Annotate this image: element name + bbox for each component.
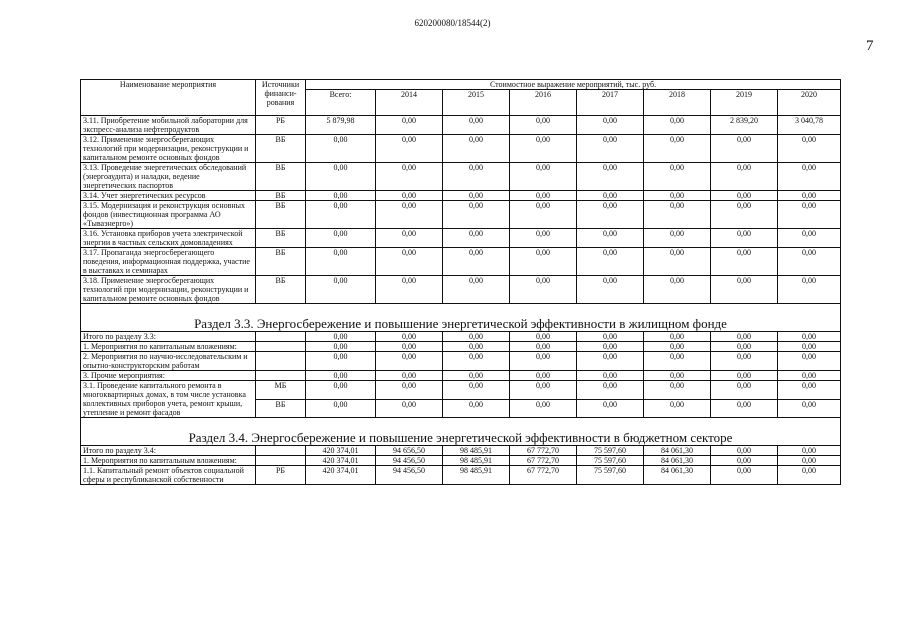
cost-value: 0,00: [443, 163, 510, 191]
cost-value: 0,00: [376, 352, 443, 371]
cost-value: 0,00: [376, 201, 443, 229]
header-year: 2019: [711, 90, 778, 116]
table-row: [81, 135, 841, 163]
cost-value: 0,00: [711, 332, 778, 342]
cost-value: 0,00: [443, 229, 510, 248]
cost-value: 0,00: [443, 332, 510, 342]
header-year: 2016: [510, 90, 577, 116]
cost-value: 0,00: [443, 352, 510, 371]
funding-source: [256, 371, 306, 381]
cost-value: 0,00: [711, 342, 778, 352]
table-row: [81, 201, 841, 229]
cost-value: 0,00: [306, 248, 376, 276]
cost-value: 0,00: [577, 163, 644, 191]
cost-value: 0,00: [577, 276, 644, 304]
cost-value: 0,00: [443, 201, 510, 229]
cost-value: 0,00: [306, 276, 376, 304]
cost-value: 0,00: [577, 342, 644, 352]
rows-group-a: [81, 116, 841, 304]
cost-value: 0,00: [443, 342, 510, 352]
cost-value: 0,00: [306, 399, 376, 418]
cost-value: 5 879,98: [306, 116, 376, 135]
cost-value: 0,00: [510, 371, 577, 381]
cost-value: 0,00: [510, 163, 577, 191]
cost-value: 0,00: [306, 191, 376, 201]
measure-name: 1. Мероприятия по капитальным вложениям:: [81, 342, 256, 352]
cost-value: 0,00: [778, 466, 841, 485]
cost-value: 0,00: [778, 332, 841, 342]
cost-value: 0,00: [510, 342, 577, 352]
cost-value: 0,00: [711, 446, 778, 456]
cost-value: 0,00: [443, 399, 510, 418]
table-row: [81, 248, 841, 276]
cost-value: 0,00: [644, 248, 711, 276]
cost-value: 94 656,50: [376, 446, 443, 456]
cost-value: 0,00: [644, 342, 711, 352]
cost-value: 0,00: [711, 466, 778, 485]
funding-source: ВБ: [256, 248, 306, 276]
cost-value: 0,00: [644, 381, 711, 400]
cost-value: 0,00: [644, 276, 711, 304]
measure-name: 1. Мероприятия по капитальным вложениям:: [81, 456, 256, 466]
cost-value: 0,00: [376, 163, 443, 191]
cost-value: 0,00: [443, 135, 510, 163]
cost-value: 75 597,60: [577, 446, 644, 456]
cost-value: 0,00: [306, 352, 376, 371]
table-row: [81, 352, 841, 371]
table-row: [81, 163, 841, 191]
cost-value: 98 485,91: [443, 466, 510, 485]
cost-value: 0,00: [778, 446, 841, 456]
cost-value: 0,00: [778, 191, 841, 201]
header-year: Всего:: [306, 90, 376, 116]
cost-value: 98 485,91: [443, 446, 510, 456]
measures-table: [80, 79, 841, 485]
cost-value: 0,00: [306, 201, 376, 229]
cost-value: 0,00: [577, 399, 644, 418]
cost-value: 0,00: [510, 191, 577, 201]
cost-value: 0,00: [577, 381, 644, 400]
cost-value: 0,00: [376, 276, 443, 304]
cost-value: 0,00: [510, 399, 577, 418]
cost-value: 0,00: [577, 332, 644, 342]
table-row: [81, 116, 841, 135]
cost-value: 0,00: [306, 381, 376, 400]
table-row: [81, 466, 841, 485]
cost-value: 0,00: [711, 381, 778, 400]
cost-value: 3 040,78: [778, 116, 841, 135]
measure-name: 3.18. Применение энергосберегающих технологий при модернизации, реконструкции и капитальном ремонте основных фондов: [81, 276, 256, 304]
funding-source: ВБ: [256, 135, 306, 163]
cost-value: 0,00: [510, 229, 577, 248]
measure-name: 3.11. Приобретение мобильной лаборатории для экспресс-анализа нефтепродуктов: [81, 116, 256, 135]
table-row: [81, 332, 841, 342]
cost-value: 420 374,01: [306, 456, 376, 466]
cost-value: 0,00: [778, 352, 841, 371]
cost-value: 0,00: [778, 163, 841, 191]
cost-value: 0,00: [376, 399, 443, 418]
cost-value: 0,00: [778, 229, 841, 248]
cost-value: 0,00: [510, 332, 577, 342]
cost-value: 0,00: [510, 248, 577, 276]
measure-name: 3. Прочие мероприятия:: [81, 371, 256, 381]
cost-value: 0,00: [711, 399, 778, 418]
funding-source: ВБ: [256, 191, 306, 201]
section-title-3-4: Раздел 3.4. Энергосбережение и повышение энергетической эффективности в бюджетном секторе: [81, 418, 841, 446]
cost-value: 0,00: [443, 276, 510, 304]
rows-group-b: [81, 332, 841, 418]
section-title-3-3: Раздел 3.3. Энергосбережение и повышение энергетической эффективности в жилищном фонде: [81, 304, 841, 332]
rows-group-c: [81, 446, 841, 485]
cost-value: 75 597,60: [577, 456, 644, 466]
cost-value: 0,00: [778, 248, 841, 276]
table-row: [81, 456, 841, 466]
funding-source: ВБ: [256, 399, 306, 418]
funding-source: [256, 332, 306, 342]
cost-value: 0,00: [376, 381, 443, 400]
table-row: [81, 371, 841, 381]
table-row: [81, 342, 841, 352]
cost-value: 0,00: [778, 276, 841, 304]
cost-value: 84 061,30: [644, 456, 711, 466]
cost-value: 0,00: [306, 332, 376, 342]
cost-value: 0,00: [711, 248, 778, 276]
measure-name: 2. Мероприятия по научно-исследовательским и опытно-конструкторским работам: [81, 352, 256, 371]
header-name: Наименование мероприятия: [81, 80, 256, 116]
cost-value: 420 374,01: [306, 446, 376, 456]
cost-value: 0,00: [644, 332, 711, 342]
cost-value: 0,00: [711, 135, 778, 163]
cost-value: 98 485,91: [443, 456, 510, 466]
cost-value: 0,00: [510, 201, 577, 229]
page-number: 7: [866, 38, 874, 54]
cost-value: 0,00: [711, 371, 778, 381]
cost-value: 0,00: [778, 201, 841, 229]
cost-value: 0,00: [376, 371, 443, 381]
cost-value: 75 597,60: [577, 466, 644, 485]
cost-value: 67 772,70: [510, 446, 577, 456]
cost-value: 0,00: [577, 352, 644, 371]
cost-value: 0,00: [577, 201, 644, 229]
document-id: 620200080/18544(2): [414, 18, 491, 28]
cost-value: 0,00: [778, 342, 841, 352]
header-source: Источники финанси-рования: [256, 80, 306, 116]
funding-source: ВБ: [256, 229, 306, 248]
cost-value: 0,00: [644, 163, 711, 191]
cost-value: 0,00: [510, 381, 577, 400]
cost-value: 0,00: [510, 276, 577, 304]
header-year: 2014: [376, 90, 443, 116]
funding-source: [256, 456, 306, 466]
measure-name: Итого по разделу 3.3:: [81, 332, 256, 342]
measure-name: 3.12. Применение энергосберегающих технологий при модернизации, реконструкции и капитальном ремонте основных фондов: [81, 135, 256, 163]
cost-value: 0,00: [376, 229, 443, 248]
cost-value: 84 061,30: [644, 466, 711, 485]
funding-source: МБ: [256, 381, 306, 400]
cost-value: 0,00: [778, 399, 841, 418]
cost-value: 0,00: [443, 381, 510, 400]
measure-name: 1.1. Капитальный ремонт объектов социальной сферы и республиканской собственности: [81, 466, 256, 485]
measure-name: 3.15. Модернизация и реконструкция основных фондов (инвестиционная программа АО «Тываэнерго»): [81, 201, 256, 229]
measure-name: 3.13. Проведение энергетических обследований (энергоаудита) и наладки, ведение энергетических паспортов: [81, 163, 256, 191]
cost-value: 0,00: [306, 229, 376, 248]
funding-source: РБ: [256, 116, 306, 135]
cost-value: 0,00: [306, 371, 376, 381]
cost-value: 67 772,70: [510, 456, 577, 466]
cost-value: 0,00: [577, 371, 644, 381]
cost-value: 0,00: [711, 456, 778, 466]
table-row: [81, 446, 841, 456]
cost-value: 0,00: [644, 135, 711, 163]
cost-value: 0,00: [711, 229, 778, 248]
header-year: 2020: [778, 90, 841, 116]
table-row: [81, 191, 841, 201]
measure-name: 3.16. Установка приборов учета электрической энергии в частных сельских домовладениях: [81, 229, 256, 248]
funding-source: [256, 342, 306, 352]
cost-value: 0,00: [376, 332, 443, 342]
header-year: 2018: [644, 90, 711, 116]
cost-value: 0,00: [778, 456, 841, 466]
header-cost: Стоимостное выражение мероприятий, тыс. руб.: [306, 80, 841, 90]
cost-value: 0,00: [577, 248, 644, 276]
cost-value: 0,00: [376, 191, 443, 201]
cost-value: 84 061,30: [644, 446, 711, 456]
funding-source: ВБ: [256, 276, 306, 304]
cost-value: 0,00: [778, 381, 841, 400]
cost-value: 0,00: [644, 191, 711, 201]
cost-value: 0,00: [443, 116, 510, 135]
cost-value: 0,00: [376, 342, 443, 352]
cost-value: 0,00: [510, 116, 577, 135]
measure-name: 3.17. Пропаганда энергосберегающего поведения, информационная поддержка, участие в выставках и семинарах: [81, 248, 256, 276]
cost-value: 0,00: [510, 352, 577, 371]
cost-value: 0,00: [577, 191, 644, 201]
cost-value: 0,00: [376, 135, 443, 163]
measure-name: 3.14. Учет энергетических ресурсов: [81, 191, 256, 201]
cost-value: 94 456,50: [376, 456, 443, 466]
cost-value: 420 374,01: [306, 466, 376, 485]
table-row: [81, 381, 841, 400]
cost-value: 0,00: [711, 352, 778, 371]
cost-value: 0,00: [510, 135, 577, 163]
funding-source: РБ: [256, 466, 306, 485]
cost-value: 0,00: [376, 116, 443, 135]
measure-name: Итого по разделу 3.4:: [81, 446, 256, 456]
cost-value: 0,00: [577, 116, 644, 135]
cost-value: 0,00: [644, 201, 711, 229]
cost-value: 0,00: [644, 371, 711, 381]
cost-value: 0,00: [644, 352, 711, 371]
funding-source: ВБ: [256, 201, 306, 229]
cost-value: 0,00: [577, 135, 644, 163]
cost-value: 0,00: [443, 191, 510, 201]
cost-value: 0,00: [443, 248, 510, 276]
cost-value: 0,00: [644, 116, 711, 135]
cost-value: 0,00: [306, 135, 376, 163]
cost-value: 0,00: [644, 229, 711, 248]
cost-value: 0,00: [644, 399, 711, 418]
cost-value: 0,00: [306, 342, 376, 352]
funding-source: [256, 446, 306, 456]
table-row: [81, 276, 841, 304]
funding-source: [256, 352, 306, 371]
cost-value: 0,00: [778, 371, 841, 381]
header-year: 2015: [443, 90, 510, 116]
cost-value: 0,00: [711, 191, 778, 201]
cost-value: 0,00: [711, 201, 778, 229]
funding-source: ВБ: [256, 163, 306, 191]
cost-value: 0,00: [711, 163, 778, 191]
cost-value: 94 456,50: [376, 466, 443, 485]
cost-value: 2 839,20: [711, 116, 778, 135]
cost-value: 0,00: [443, 371, 510, 381]
header-year: 2017: [577, 90, 644, 116]
cost-value: 0,00: [778, 135, 841, 163]
measure-name: 3.1. Проведение капитального ремонта в многоквартирных домах, в том числе установка коллективных приборов учета, ремонт крыши, утепление и ремонт фасадов: [81, 381, 256, 418]
cost-value: 0,00: [306, 163, 376, 191]
cost-value: 67 772,70: [510, 466, 577, 485]
cost-value: 0,00: [577, 229, 644, 248]
cost-value: 0,00: [376, 248, 443, 276]
cost-value: 0,00: [711, 276, 778, 304]
table-row: [81, 229, 841, 248]
